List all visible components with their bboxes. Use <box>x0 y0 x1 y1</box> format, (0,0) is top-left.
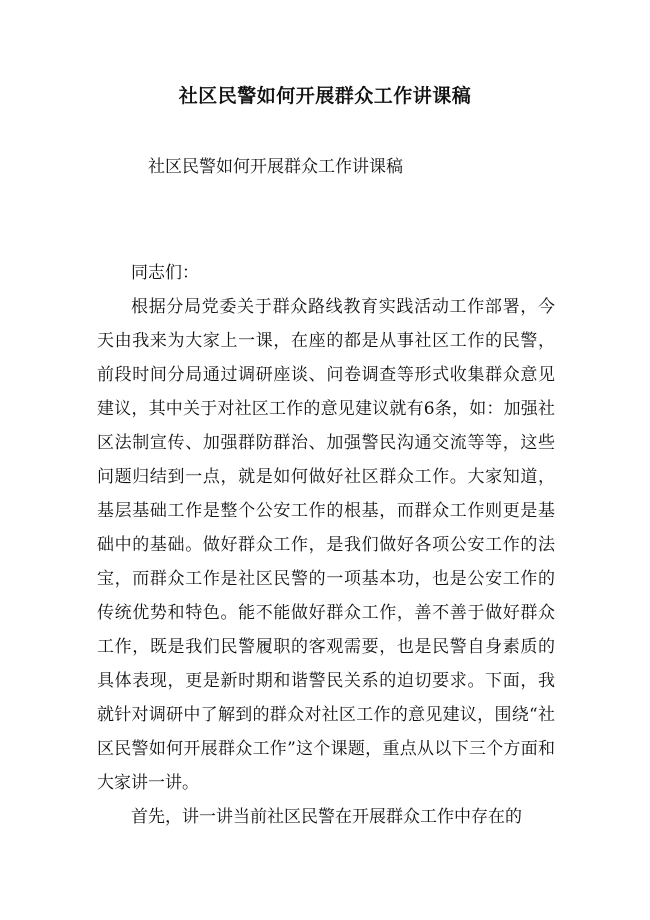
document-subtitle: 社区民警如何开展群众工作讲课稿 <box>148 157 403 177</box>
document-title: 社区民警如何开展群众工作讲课稿 <box>178 85 472 107</box>
paragraph-1: 根据分局党委关于群众路线教育实践活动工作部署，今天由我来为大家上一课，在座的都是从事社区工作的民警，前段时间分局通过调研座谈、问卷调查等形式收集群众意见建议，其中关于对社区工作的意见建议就有6条，如：加强社区法制宣传、加强群防群治、加强警民沟通交流等等，这些问题归结到一点，就是如何做好社区群众工作。大家知道，基层基础工作是整个公安工作的根基，而群众工作则更是基础中的基础。做好群众工作，是我们做好各项公安工作的法宝，而群众工作是社区民警的一项基本功，也是公安工作的传统优势和特色。能不能做好群众工作，善不善于做好群众工作，既是我们民警履职的客观需要，也是民警自身素质的具体表现，更是新时期和谐警民关系的迫切要求。下面，我就针对调研中了解到的群众对社区工作的意见建议，围绕“社区民警如何开展群众工作”这个课题，重点从以下三个方面和大家讲一讲。 <box>97 297 555 793</box>
paragraph-2: 首先，讲一讲当前社区民警在开展群众工作中存在的 <box>131 807 522 827</box>
document-body <box>97 256 555 834</box>
salutation: 同志们： <box>131 263 199 283</box>
